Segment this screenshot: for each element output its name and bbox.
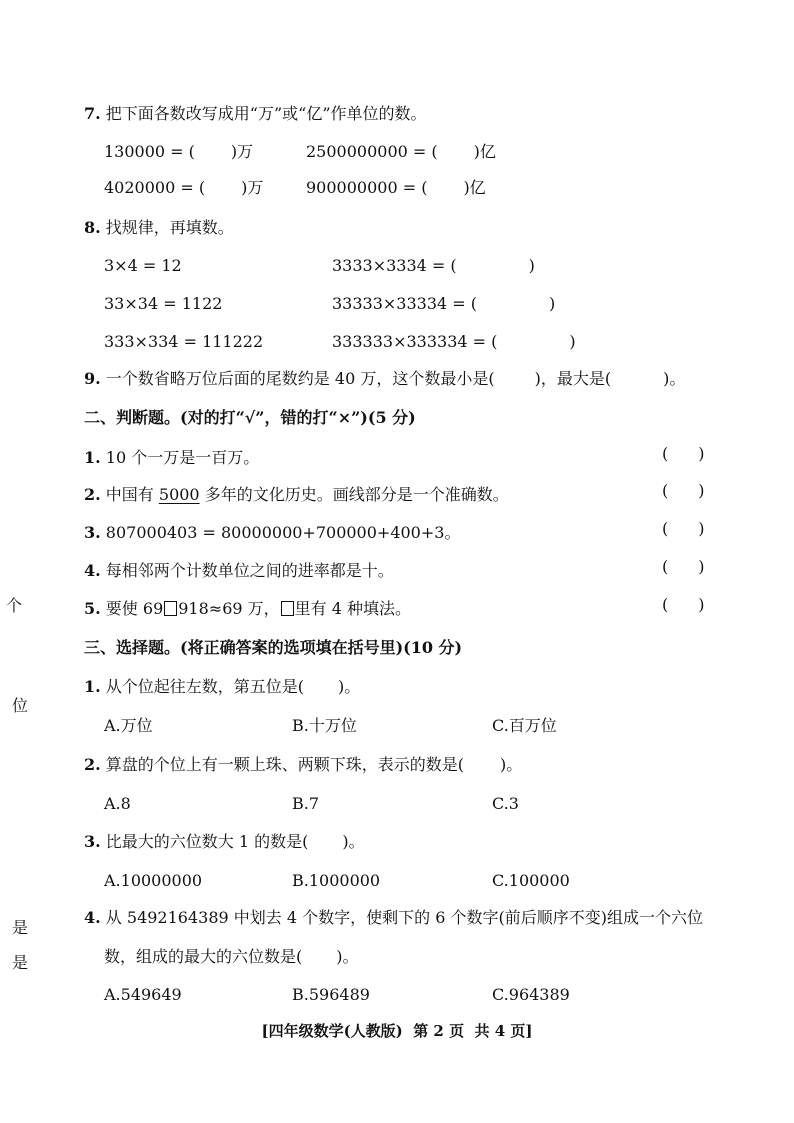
margin-fragment: 个	[6, 596, 23, 615]
q7-title: 7. 把下面各数改写成用“万”或“亿”作单位的数。	[84, 104, 427, 123]
q8-pattern-1: 3×4 = 12	[104, 256, 182, 275]
choice-q4-option-a[interactable]: A.549649	[104, 985, 182, 1004]
choice-q4-option-c[interactable]: C.964389	[492, 985, 570, 1004]
q8-pattern-2: 33×34 = 1122	[104, 294, 223, 313]
choice-q4-option-b[interactable]: B.596489	[292, 985, 370, 1004]
judge-item-4: 4. 每相邻两个计数单位之间的进率都是十。	[84, 561, 394, 580]
judge-answer-4[interactable]: ( )	[662, 557, 705, 576]
choice-q1-option-b[interactable]: B.十万位	[292, 716, 357, 735]
q9: 9. 一个数省略万位后面的尾数约是 40 万，这个数最小是( )，最大是( )。	[84, 369, 686, 388]
section-2-title: 二、判断题。(对的打“√”，错的打“×”)(5 分)	[84, 408, 416, 427]
choice-q4-line2: 数，组成的最大的六位数是( )。	[104, 947, 359, 966]
margin-fragment: 是	[12, 918, 29, 937]
choice-q1: 1. 从个位起往左数，第五位是( )。	[84, 677, 361, 696]
choice-q2: 2. 算盘的个位上有一颗上珠、两颗下珠，表示的数是( )。	[84, 755, 523, 774]
judge-answer-1[interactable]: ( )	[662, 444, 705, 463]
q8-fill-2: 33333×33334 = ( )	[332, 294, 556, 313]
q7-item-3: 4020000 = ( )万	[104, 178, 264, 197]
judge-answer-2[interactable]: ( )	[662, 481, 705, 500]
blank-box-icon	[281, 601, 294, 616]
q8-fill-3: 333333×333334 = ( )	[332, 332, 576, 351]
choice-q2-option-a[interactable]: A.8	[104, 794, 131, 813]
page-footer: [四年级数学(人教版) 第 2 页 共 4 页]	[261, 1022, 533, 1040]
q8-fill-1: 3333×3334 = ( )	[332, 256, 535, 275]
choice-q4: 4. 从 5492164389 中划去 4 个数字，使剩下的 6 个数字(前后顺序不变)组成一个六位	[84, 908, 703, 927]
choice-q2-option-c[interactable]: C.3	[492, 794, 519, 813]
judge-item-5: 5. 要使 69 918≈69 万， 里有 4 种填法。	[84, 599, 412, 618]
margin-fragment: 是	[12, 953, 29, 972]
choice-q3-option-c[interactable]: C.100000	[492, 871, 570, 890]
q7-item-4: 900000000 = ( )亿	[306, 178, 486, 197]
choice-q3-option-b[interactable]: B.1000000	[292, 871, 381, 890]
blank-box-icon	[164, 601, 177, 616]
judge-item-3: 3. 807000403 = 80000000+700000+400+3。	[84, 523, 461, 542]
section-3-title: 三、选择题。(将正确答案的选项填在括号里)(10 分)	[84, 638, 463, 657]
q8-title: 8. 找规律，再填数。	[84, 218, 234, 237]
choice-q3-option-a[interactable]: A.10000000	[104, 871, 203, 890]
judge-answer-3[interactable]: ( )	[662, 519, 705, 538]
choice-q1-option-a[interactable]: A.万位	[104, 716, 153, 735]
q7-item-1: 130000 = ( )万	[104, 142, 254, 161]
choice-q3: 3. 比最大的六位数大 1 的数是( )。	[84, 832, 365, 851]
judge-answer-5[interactable]: ( )	[662, 595, 705, 614]
q8-pattern-3: 333×334 = 111222	[104, 332, 264, 351]
judge-item-1: 1. 10 个一万是一百万。	[84, 448, 260, 467]
choice-q1-option-c[interactable]: C.百万位	[492, 716, 557, 735]
q7-item-2: 2500000000 = ( )亿	[306, 142, 496, 161]
judge-item-2: 2. 中国有 5000 多年的文化历史。画线部分是一个准确数。	[84, 485, 509, 504]
margin-fragment: 位	[12, 696, 29, 715]
choice-q2-option-b[interactable]: B.7	[292, 794, 320, 813]
